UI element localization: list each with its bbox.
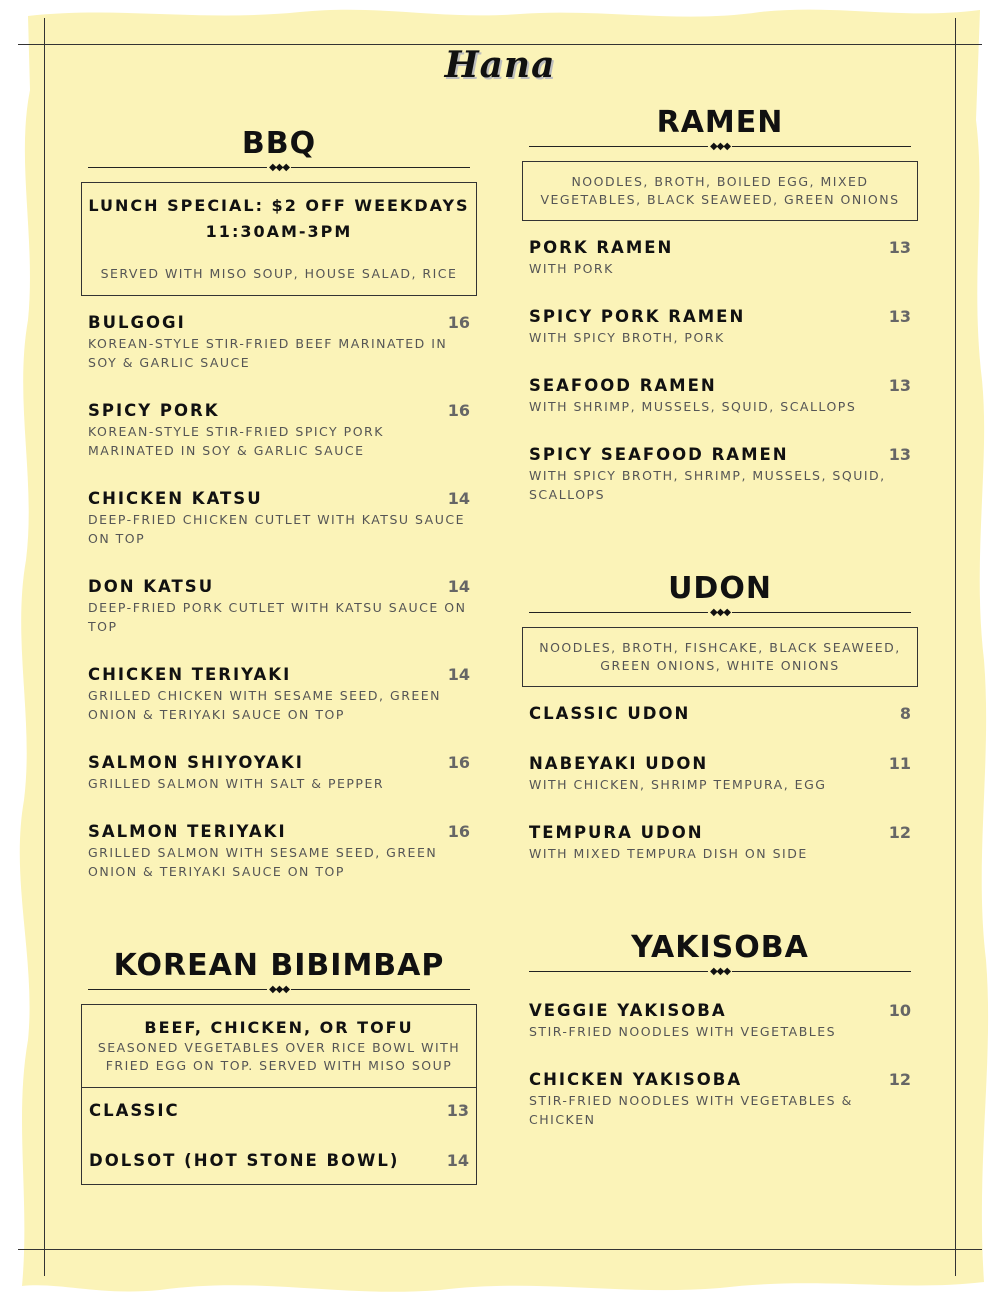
item-price: 10 — [888, 1001, 911, 1020]
bbq-item-list — [88, 312, 470, 881]
menu-item-don-katsu — [88, 576, 470, 664]
bbq-title: BBQ — [241, 126, 317, 161]
item-description: GRILLED CHICKEN WITH SESAME SEED, GREEN ONION & TERIYAKI SAUCE ON TOP — [88, 688, 442, 722]
menu-item-dolsot-bibimbap — [89, 1150, 469, 1172]
item-name: CHICKEN YAKISOBA — [529, 1070, 743, 1089]
menu-item-chicken-teriyaki — [88, 664, 470, 752]
bbq-section — [88, 126, 470, 881]
item-description: WITH SHRIMP, MUSSELS, SQUID, SCALLOPS — [529, 399, 857, 414]
menu-item-pork-ramen — [529, 237, 911, 306]
menu-item-chicken-katsu — [88, 488, 470, 576]
item-price: 14 — [446, 1151, 469, 1170]
item-description: DEEP-FRIED PORK CUTLET WITH KATSU SAUCE ON TOP — [88, 600, 467, 634]
bibimbap-divider: ◆◆◆ — [88, 984, 470, 996]
item-description: KOREAN-STYLE STIR-FRIED SPICY PORK MARINATED IN SOY & GARLIC SAUCE — [88, 424, 384, 458]
bibimbap-section — [88, 948, 470, 1185]
item-name: BULGOGI — [88, 313, 186, 332]
item-name: TEMPURA UDON — [529, 823, 704, 842]
item-description: WITH PORK — [529, 261, 614, 276]
frame-line-left — [44, 18, 45, 1276]
item-price: 13 — [888, 238, 911, 257]
lunch-special-box — [81, 182, 477, 296]
ramen-divider: ◆◆◆ — [529, 141, 911, 153]
bibimbap-info-box — [81, 1004, 477, 1088]
item-price: 16 — [447, 313, 470, 332]
yakisoba-item-list — [529, 1000, 911, 1129]
bibimbap-title: KOREAN BIBIMBAP — [113, 948, 445, 983]
bbq-divider: ◆◆◆ — [88, 162, 470, 174]
item-name: CHICKEN KATSU — [88, 489, 263, 508]
item-price: 16 — [447, 822, 470, 841]
item-price: 8 — [899, 704, 911, 723]
item-name: SPICY PORK RAMEN — [529, 307, 746, 326]
item-name: SPICY SEAFOOD RAMEN — [529, 445, 789, 464]
item-name: CHICKEN TERIYAKI — [88, 665, 292, 684]
menu-item-chicken-yakisoba — [529, 1069, 911, 1129]
item-description: WITH MIXED TEMPURA DISH ON SIDE — [529, 846, 808, 861]
udon-divider: ◆◆◆ — [529, 607, 911, 619]
menu-item-seafood-ramen — [529, 375, 911, 444]
ramen-note: NOODLES, BROTH, BOILED EGG, MIXED VEGETABLES, BLACK SEAWEED, GREEN ONIONS — [540, 174, 900, 207]
bibimbap-protein-options: BEEF, CHICKEN, OR TOFU — [144, 1018, 414, 1037]
item-name: NABEYAKI UDON — [529, 754, 709, 773]
udon-section — [529, 571, 911, 867]
yakisoba-divider: ◆◆◆ — [529, 966, 911, 978]
udon-info-box — [522, 627, 918, 687]
yakisoba-title: YAKISOBA — [631, 930, 809, 965]
udon-note: NOODLES, BROTH, FISHCAKE, BLACK SEAWEED, GREEN ONIONS, WHITE ONIONS — [539, 640, 901, 673]
item-description: WITH SPICY BROTH, PORK — [529, 330, 725, 345]
item-description: KOREAN-STYLE STIR-FRIED BEEF MARINATED IN SOY & GARLIC SAUCE — [88, 336, 448, 370]
ramen-info-box — [522, 161, 918, 221]
item-description: DEEP-FRIED CHICKEN CUTLET WITH KATSU SAUCE ON TOP — [88, 512, 465, 546]
item-name: SALMON TERIYAKI — [88, 822, 287, 841]
item-price: 16 — [447, 401, 470, 420]
yakisoba-section — [529, 930, 911, 1129]
menu-item-classic-bibimbap — [89, 1100, 469, 1150]
item-price: 11 — [888, 754, 911, 773]
item-description: STIR-FRIED NOODLES WITH VEGETABLES & CHICKEN — [529, 1093, 853, 1127]
item-name: VEGGIE YAKISOBA — [529, 1001, 727, 1020]
ramen-section — [529, 105, 911, 504]
item-price: 14 — [447, 577, 470, 596]
item-price: 13 — [888, 376, 911, 395]
item-name: DOLSOT (HOT STONE BOWL) — [89, 1151, 400, 1170]
item-name: DON KATSU — [88, 577, 215, 596]
udon-title: UDON — [668, 571, 772, 606]
item-description: GRILLED SALMON WITH SESAME SEED, GREEN ONION & TERIYAKI SAUCE ON TOP — [88, 845, 438, 879]
menu-item-salmon-teriyaki — [88, 821, 470, 881]
ramen-item-list — [529, 237, 911, 504]
menu-item-spicy-pork — [88, 400, 470, 488]
item-name: CLASSIC — [89, 1101, 180, 1120]
frame-line-right — [955, 18, 956, 1276]
menu-item-nabeyaki-udon — [529, 753, 911, 822]
item-price: 14 — [447, 665, 470, 684]
menu-item-spicy-seafood-ramen — [529, 444, 911, 504]
lunch-special-title: LUNCH SPECIAL: $2 OFF WEEKDAYS — [88, 196, 470, 215]
item-price: 14 — [447, 489, 470, 508]
item-price: 16 — [447, 753, 470, 772]
menu-item-tempura-udon — [529, 822, 911, 867]
item-name: SPICY PORK — [88, 401, 220, 420]
item-name: CLASSIC UDON — [529, 704, 691, 723]
item-price: 13 — [888, 445, 911, 464]
menu-item-salmon-shiyoyaki — [88, 752, 470, 821]
item-price: 12 — [888, 1070, 911, 1089]
item-description: GRILLED SALMON WITH SALT & PEPPER — [88, 776, 385, 791]
item-description: WITH CHICKEN, SHRIMP TEMPURA, EGG — [529, 777, 827, 792]
menu-item-classic-udon — [529, 703, 911, 753]
udon-item-list — [529, 703, 911, 867]
lunch-special-hours: 11:30AM-3PM — [205, 222, 353, 241]
frame-line-bottom — [18, 1249, 982, 1250]
ramen-title: RAMEN — [656, 105, 784, 140]
menu-item-spicy-pork-ramen — [529, 306, 911, 375]
restaurant-name: Hana — [444, 44, 556, 86]
item-description: WITH SPICY BROTH, SHRIMP, MUSSELS, SQUID, SCALLOPS — [529, 468, 886, 502]
item-price: 12 — [888, 823, 911, 842]
bibimbap-note: SEASONED VEGETABLES OVER RICE BOWL WITH FRIED EGG ON TOP. SERVED WITH MISO SOUP — [97, 1040, 461, 1073]
item-price: 13 — [888, 307, 911, 326]
menu-item-veggie-yakisoba — [529, 1000, 911, 1069]
item-name: PORK RAMEN — [529, 238, 674, 257]
item-name: SALMON SHIYOYAKI — [88, 753, 304, 772]
menu-item-bulgogi — [88, 312, 470, 400]
lunch-special-note: SERVED WITH MISO SOUP, HOUSE SALAD, RICE — [100, 266, 458, 281]
item-description: STIR-FRIED NOODLES WITH VEGETABLES — [529, 1024, 837, 1039]
bibimbap-price-box — [81, 1088, 477, 1185]
item-price: 13 — [446, 1101, 469, 1120]
item-name: SEAFOOD RAMEN — [529, 376, 717, 395]
